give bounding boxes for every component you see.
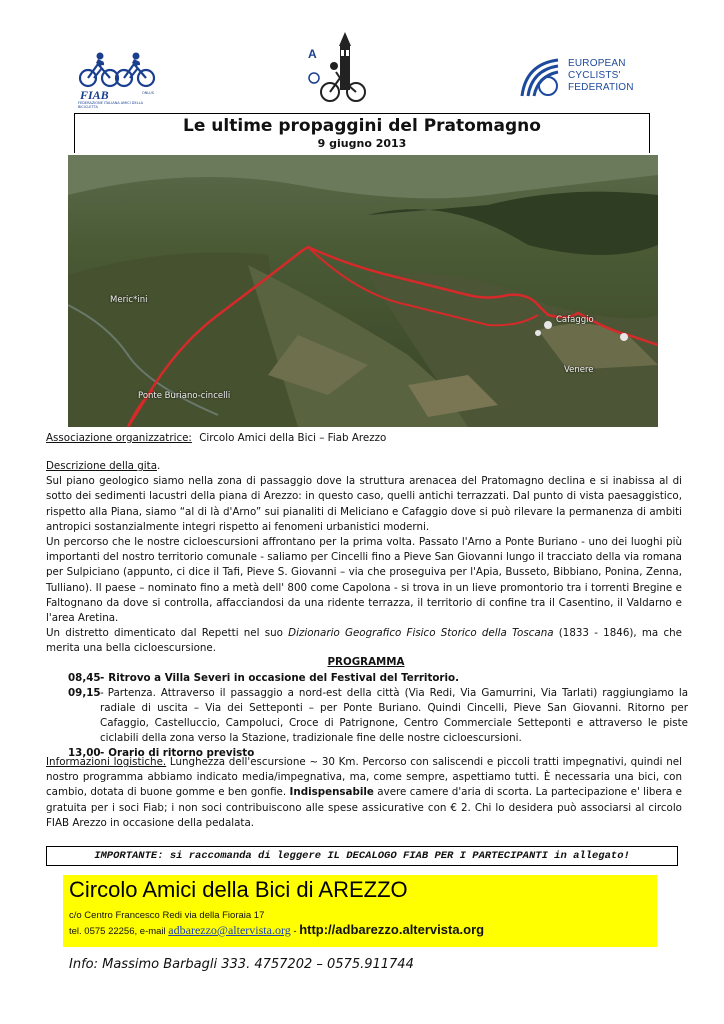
club-tel: tel. 0575 22256, e-mail [69,926,169,937]
bell-tower-bike-icon [300,28,372,108]
club-title: Circolo Amici della Bici di AREZZO [69,877,408,902]
fiab-subtitle: FEDERAZIONE ITALIANA AMICI DELLA BICICLETTA [78,101,144,109]
svg-text:A: A [308,47,317,61]
ecf-name: EUROPEAN CYCLISTS' FEDERATION [568,58,634,93]
description-section: Descrizione della gita. Sul piano geologico siamo nella zona di passaggio dove la struttura arenacea del Pratomagno declina e si inabissa al di sotto dei sedimenti lacustri della piana di Arezzo: in questo caso, quelli antichi terrazzati. Dal punto di vista paesaggistico, rispetto alla Piana, siamo “al di là d'Arno” sui pianaliti di Meliciano e Cafaggio dove si può rilevare la permanenza di ambiti antropici sostanzialmente integri rispetto ai fenomeni urbanistici moderni. Un percorso che le nostre cicloescursioni affrontano per la prima volta. Passato l'Arno a Ponte Buriano - uno dei luoghi più importanti del nostro territorio comunale - saliamo per Cincelli fino a Pieve San Giovanni lungo il tracciato della via romana per Sulpiciano (appunto, ci dice il Tafi, Pieve S. Giovanni – via che proseguiva per l'Apia, Busseto, Bibbiano, Ponina, Zenna, Tulliano). Il paese – nominato fino a metà dell' 800 come Capolona - si trova in un lieve promontorio tra i torrenti Bregine e Faltognano da dove si controlla, affacciandosi da una ridente terrazza, il territorio di confine tra il Casentino, il Valdarno e l'area Aretina. Un distretto dimenticato dal Repetti nel suo Dizionario Geografico Fisico Storico della Toscana (1833 - 1846), ma che merita una bella cicloescursione. [46,459,682,657]
important-label: IMPORTANTE: [94,850,164,862]
logistics-label: Informazioni logistiche. [46,756,167,768]
map-label-cafaggio: Cafaggio [556,315,594,325]
cyclists-icon [74,50,166,90]
programma-time: 13,00 [68,747,101,759]
programma-item [68,671,688,686]
programma-text: - Orario di ritorno previsto [100,747,255,759]
title-box [74,113,650,153]
fiab-onlus: ONLUS [142,91,154,95]
association-value: Circolo Amici della Bici – Fiab Arezzo [199,432,387,444]
description-heading: Descrizione della gita [46,460,158,472]
association-line [46,431,686,446]
club-email-link[interactable]: adbarezzo@altervista.org [168,923,291,937]
page-title: Le ultime propaggini del Pratomagno [183,116,541,136]
club-website-link[interactable]: http://adbarezzo.altervista.org [299,922,485,937]
contact-info: Info: Massimo Barbagli 333. 4757202 – 0575.911744 [69,957,414,972]
map-image [68,155,658,427]
programma-text: - Ritrovo a Villa Severi in occasione del Festival del Territorio. [100,672,460,684]
description-paragraph-1: Sul piano geologico siamo nella zona di passaggio dove la struttura arenacea del Pratomagno declina e si inabissa al di sotto dei sedimenti lacustri della piana di Arezzo: in questo caso, quelli antichi terrazzati. Dal punto di vista paesaggistico, rispetto alla Piana, siamo “al di là d'Arno” sui pianaliti di Meliciano e Cafaggio dove si può rilevare la permanenza di ambiti antropici sostanzialmente integri rispetto ai fenomeni urbanistici moderni. [46,475,682,533]
important-notice [46,846,678,866]
club-contacts: tel. 0575 22256, e-mail adbarezzo@altervista.org - http://adbarezzo.altervista.org [69,922,485,937]
fiab-wordmark: FIAB [80,88,109,102]
ecf-wheel-icon [518,56,562,100]
ecf-logo [518,56,648,104]
description-paragraph-2: Un percorso che le nostre cicloescursioni affrontano per la prima volta. Passato l'Arno a Ponte Buriano - uno dei luoghi più importanti del nostro territorio comunale - saliamo per Cincelli fino a Pieve San Giovanni lungo il tracciato della via romana per Sulpiciano (appunto, ci dice il Tafi, Pieve S. Giovanni – via che proseguiva per l'Apia, Busseto, Bibbiano, Ponina, Zenna, Tulliano). Il paese – nominato fino a metà dell' 800 come Capolona - si trova in un lieve promontorio tra i torrenti Bregine e Faltognano da dove si controlla, affacciandosi da una ridente terrazza, il territorio di confine tra il Casentino, il Valdarno e l'area Aretina. [46,536,682,625]
programma-item [68,686,688,746]
programma-heading: PROGRAMMA [327,656,405,668]
programma-time: 09,15 [68,687,101,699]
aerial-route-map [68,155,658,427]
fiab-logo [74,50,166,110]
map-label-mericini: Meric*ini [110,295,148,305]
map-label-ponte: Ponte Buriano-cincelli [138,391,231,401]
amici-bici-logo [300,28,372,108]
programma-list [68,671,688,761]
map-label-venere: Venere [564,365,594,375]
programma-text: - Partenza. Attraverso il passaggio a nord-est della città (Via Redi, Via Gamurrini, Via Tarlati) raggiungiamo la radiale di uscita – Via dei Setteponti – per Ponte Buriano. Quindi Cincelli, Pieve San Giovanni. Ritorno per Cafaggio, Castelluccio, Campoluci, Croce di Patrignone, Centro Commerciale Setteponti e attraverso le piste ciclabili della zona verso la Stazione, tradizionale fine delle nostre cicloescursioni. [100,687,688,744]
club-address: c/o Centro Francesco Redi via della Fioraia 17 [69,910,265,921]
logistics-bold: Indispensabile [289,786,374,799]
description-paragraph-3: Un distretto dimenticato dal Repetti nel suo Dizionario Geografico Fisico Storico della Toscana (1833 - 1846), ma che merita una bella cicloescursione. [46,627,682,655]
important-text: si raccomanda di leggere IL DECALOGO FIAB PER I PARTECIPANTI in allegato! [163,850,630,862]
association-label: Associazione organizzatrice: [46,432,192,444]
event-date: 9 giugno 2013 [317,137,407,150]
programma-time: 08,45 [68,672,101,684]
logistics-section: Informazioni logistiche. Lunghezza dell'escursione ~ 30 Km. Percorso con saliscendi e piccoli tratti impegnativi, quindi nel nostro programma abbiamo indicato media/impegnativa, ma, come sempre, aspettiamo tutti. È necessaria una bici, con cambio, dotata di buone gomme e ben gonfie. Indispensabile avere camere d'aria di scorta. La partecipazione e' libera e gratuita per i soci Fiab; i non soci contribuiscono alle spese assicurative con € 2. Chi lo desidera può associarsi al circolo FIAB Arezzo in occasione della pedalata. [46,756,683,829]
book-title: Dizionario Geografico Fisico Storico della Toscana [288,627,554,640]
